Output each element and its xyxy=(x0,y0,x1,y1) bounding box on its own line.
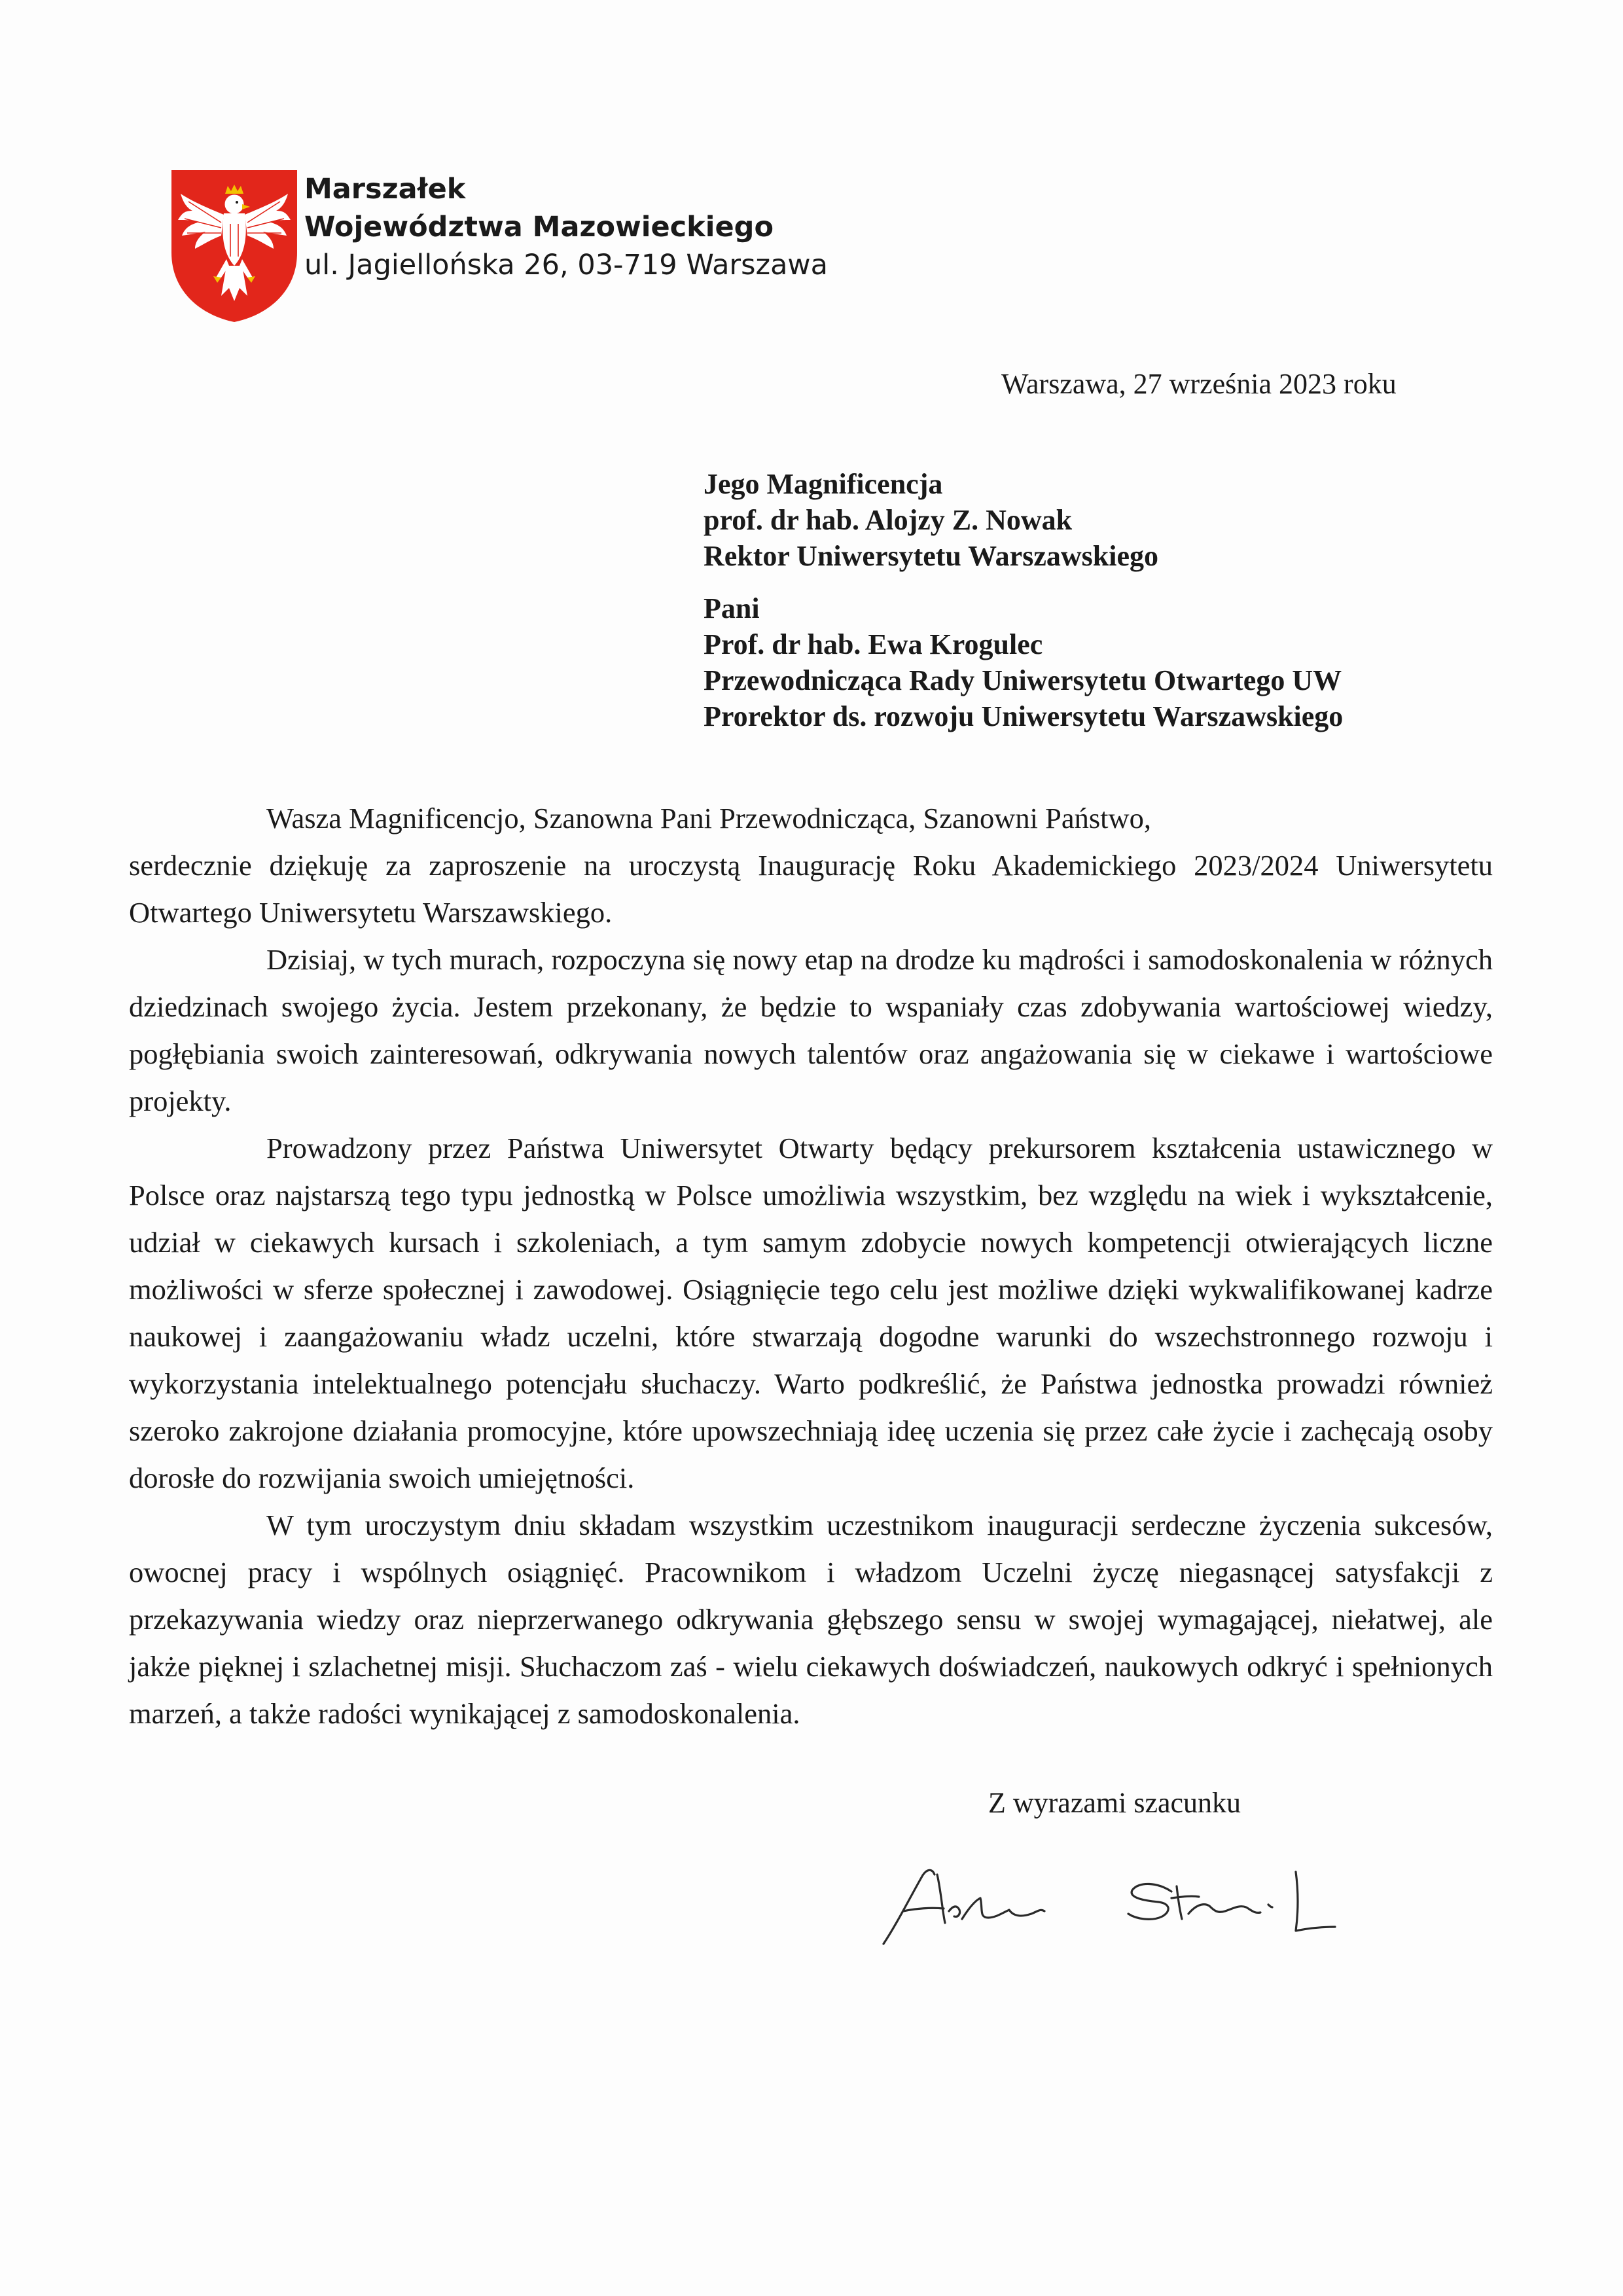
body-paragraph: Dzisiaj, w tych murach, rozpoczyna się nowy etap na drodze ku mądrości i samodoskonalenia w różnych dziedzinach swojego życia. Jestem przekonany, że będzie to wspaniały czas zdobywania wartościowej wiedzy, pogłębiania swoich zainteresowań, odkrywania nowych talentów oraz angażowania się w ciekawe i wartościowe projekty. xyxy=(129,943,1493,1117)
sender-title-line1: Marszałek xyxy=(304,173,466,206)
salutation: Wasza Magnificencjo, Szanowna Pani Przewodnicząca, Szanowni Państwo, xyxy=(266,802,1152,834)
letter-date: Warszawa, 27 września 2023 roku xyxy=(1001,368,1397,400)
sender-title-line2: Województwa Mazowieckiego xyxy=(304,211,774,243)
recipient-line: Prof. dr hab. Ewa Krogulec xyxy=(704,628,1043,660)
body-paragraph: Prowadzony przez Państwa Uniwersytet Otwarty będący prekursorem kształcenia ustawicznego w Polsce oraz najstarszą tego typu jednostką w Polsce umożliwia wszystkim, bez względu na wiek i wykształcenie, udział w ciekawych kursach i szkoleniach, a tym samym zdobycie nowych kompetencji otwierających liczne możliwości w sferze społecznej i zawodowej. Osiągnięcie tego celu jest możliwe dzięki wykwalifikowanej kadrze naukowej i zaangażowaniu władz uczelni, które stwarzają dogodne warunki do wszechstronnego rozwoju i wykorzystania intelektualnego potencjału słuchaczy. Warto podkreślić, że Państwa jednostka prowadzi również szeroko zakrojone działania promocyjne, które upowszechniają ideę uczenia się przez całe życie i zachęcają osoby dorosłe do rozwijania swoich umiejętności. xyxy=(129,1132,1493,1494)
body-paragraph: serdecznie dziękuję za zaproszenie na uroczystą Inaugurację Roku Akademickiego 2023/2024 Uniwersytetu Otwartego Uniwersytetu Warszawskiego. xyxy=(129,849,1493,929)
sender-address: ul. Jagiellońska 26, 03-719 Warszawa xyxy=(304,249,828,281)
sender-block xyxy=(304,170,828,284)
recipient-line: Prorektor ds. rozwoju Uniwersytetu Warszawskiego xyxy=(704,700,1344,732)
recipient-line: prof. dr hab. Alojzy Z. Nowak xyxy=(704,504,1073,536)
recipient-line: Rektor Uniwersytetu Warszawskiego xyxy=(704,540,1158,572)
closing-phrase: Z wyrazami szacunku xyxy=(988,1787,1241,1819)
recipients xyxy=(704,466,1343,734)
recipient-block xyxy=(704,466,1343,574)
body-paragraph: W tym uroczystym dniu składam wszystkim uczestnikom inauguracji serdeczne życzenia sukcesów, owocnej pracy i wspólnych osiągnięć. Pracownikom i władzom Uczelni życzę niegasnącej satysfakcji z przekazywania wiedzy oraz nieprzerwanego odkrywania głębszego sensu w swojej wymagającej, niełatwej, ale jakże pięknej i szlachetnej misji. Słuchaczom zaś - wielu ciekawych doświadczeń, naukowych odkryć i spełnionych marzeń, a także radości wynikającej z samodoskonalenia. xyxy=(129,1509,1493,1730)
recipient-line: Przewodnicząca Rady Uniwersytetu Otwartego UW xyxy=(704,664,1342,696)
letterhead xyxy=(169,164,954,334)
mazovia-coat-of-arms-icon xyxy=(169,168,300,325)
handwritten-signature-icon xyxy=(864,1846,1361,1957)
recipient-block xyxy=(704,590,1343,734)
recipient-line: Jego Magnificencja xyxy=(704,468,943,500)
letter-body xyxy=(129,795,1493,1737)
recipient-line: Pani xyxy=(704,592,760,624)
